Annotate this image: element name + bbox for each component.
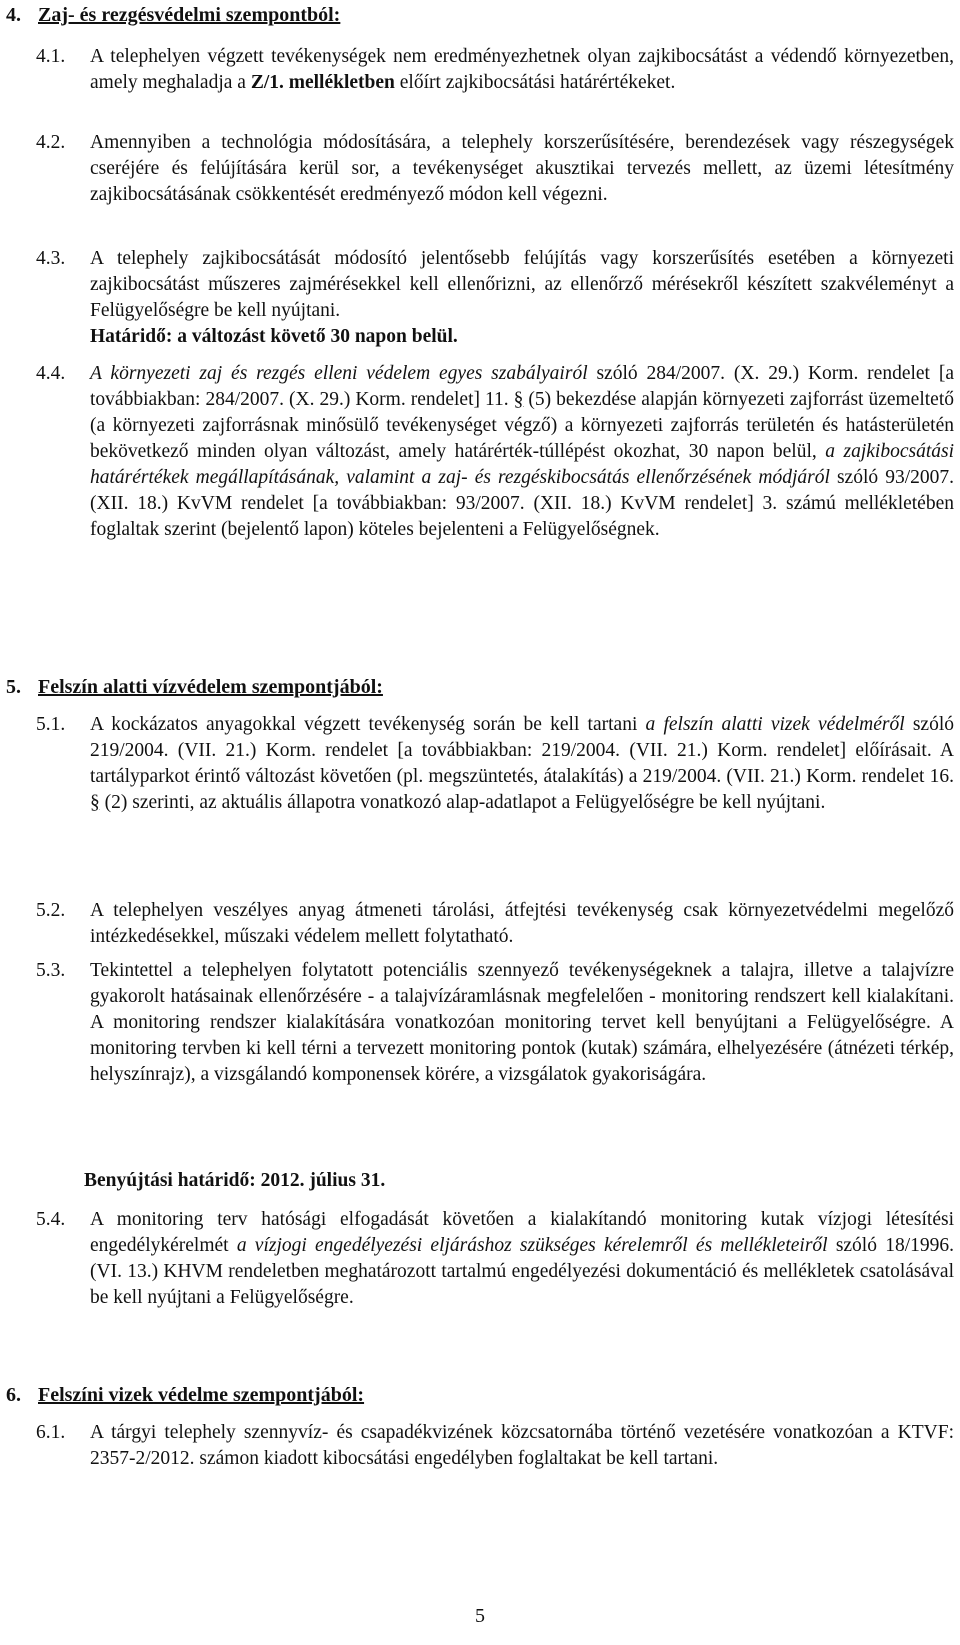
item-number: 5.4.	[36, 1209, 66, 1230]
section-number: 6.	[6, 1384, 21, 1406]
item-text: Amennyiben a technológia módosítására, a telephely korszerűsítésére, berendezések vagy részegységek cseréjére és felújítására kerül sor, a tevékenységet akusztikai tervezés mellett, az üzemi létesítmény zajkibocsátásának csökkentését eredményező módon kell végezni.	[90, 132, 954, 205]
item-number: 6.1.	[36, 1422, 66, 1443]
section-title: Zaj- és rezgésvédelmi szempontból:	[38, 4, 341, 26]
page-number: 5	[475, 1605, 485, 1627]
item-text: A monitoring terv hatósági elfogadását követően a kialakítandó monitoring kutak vízjogi létesítési engedélykérelmét a vízjogi engedélyezési eljáráshoz szükséges kérelemről és mellékleteiről szóló 18/1996. (VI. 13.) KHVM rendeletben meghatározott tartalmú engedélyezési dokumentáció és mellékletek csatolásával be kell nyújtani a Felügyelőségre.	[90, 1209, 954, 1308]
item-4-3	[36, 246, 954, 350]
item-number: 4.1.	[36, 46, 66, 67]
section-6-heading	[6, 1382, 364, 1408]
item-6-1	[36, 1420, 954, 1472]
item-5-3	[36, 958, 954, 1088]
item-text: A telephelyen veszélyes anyag átmeneti tárolási, átfejtési tevékenység csak környezetvédelmi megelőző intézkedésekkel, műszaki védelem mellett folytatható.	[90, 900, 954, 947]
section-number: 5.	[6, 676, 21, 698]
section-title: Felszín alatti vízvédelem szempontjából:	[38, 676, 383, 698]
section-number: 4.	[6, 4, 21, 26]
item-5-2	[36, 898, 954, 950]
item-text: A telephelyen végzett tevékenységek nem eredményezhetnek olyan zajkibocsátást a védendő környezetben, amely meghaladja a Z/1. mellékletben előírt zajkibocsátási határértékeket.	[90, 46, 954, 93]
item-number: 5.3.	[36, 960, 66, 981]
section-4-heading	[6, 2, 340, 28]
deadline-5-3: Benyújtási határidő: 2012. július 31.	[84, 1170, 386, 1191]
item-text: A környezeti zaj és rezgés elleni védelem egyes szabályairól szóló 284/2007. (X. 29.) Korm. rendelet [a továbbiakban: 284/2007. (X. 29.) Korm. rendelet] 11. § (5) bekezdése alapján környezeti zajforrást üzemeltető (a környezeti zajforrásnak minősülő tevékenységet végző) a környezeti zajforrás területén és hatásterületén bekövetkező minden olyan változást, amely határérték-túllépést okozhat, 30 napon belül, a zajkibocsátási határértékek megállapításának, valamint a zaj- és rezgéskibocsátás ellenőrzésének módjáról szóló 93/2007. (XII. 18.) KvVM rendelet [a továbbiakban: 93/2007. (XII. 18.) KvVM rendelet] 3. számú mellékletében foglaltak szerint (bejelentő lapon) köteles bejelenteni a Felügyelőségnek.	[90, 363, 955, 540]
deadline: Határidő: a változást követő 30 napon belül.	[90, 326, 458, 347]
item-4-4	[36, 361, 954, 543]
section-title: Felszíni vizek védelme szempontjából:	[38, 1384, 365, 1406]
paragraph-sign: §	[513, 389, 524, 410]
item-number: 4.4.	[36, 363, 66, 384]
section-5-heading	[6, 674, 383, 700]
paragraph-sign: §	[90, 792, 100, 813]
item-number: 4.3.	[36, 248, 66, 269]
item-4-1	[36, 44, 954, 96]
item-number: 5.1.	[36, 714, 66, 735]
item-5-1	[36, 712, 954, 816]
item-number: 5.2.	[36, 900, 66, 921]
item-text: Tekintettel a telephelyen folytatott potenciális szennyező tevékenységeknek a talajra, illetve a talajvízre gyakorolt hatásainak ellenőrzésére - a talajvízáramlásnak megfelelően - monitoring rendszert kell kialakítani. A monitoring rendszer kialakítására vonatkozóan monitoring tervet kell benyújtani a Felügyelőségre. A monitoring tervben ki kell térni a tervezett monitoring pontok (kutak) számára, elhelyezésére (átnézeti térkép, helyszínrajz), a vizsgálandó komponensek körére, a vizsgálatok gyakoriságára.	[90, 960, 954, 1085]
item-5-4	[36, 1207, 954, 1311]
item-text: A kockázatos anyagokkal végzett tevékenység során be kell tartani a felszín alatti vizek védelméről szóló 219/2004. (VII. 21.) Korm. rendelet [a továbbiakban: 219/2004. (VII. 21.) Korm. rendelet] előírásait. A tartályparkot érintő változást követően (pl. megszüntetés, átalakítás) a 219/2004. (VII. 21.) Korm. rendelet 16. § (2) szerinti, az aktuális állapotra vonatkozó alap-adatlapot a Felügyelőségre be kell nyújtani.	[90, 714, 954, 813]
item-number: 4.2.	[36, 132, 66, 153]
item-text: A tárgyi telephely szennyvíz- és csapadékvizének közcsatornába történő vezetésére vonatkozóan a KTVF: 2357-2/2012. számon kiadott kibocsátási engedélyben foglaltakat be kell tartani.	[90, 1422, 954, 1469]
item-4-2	[36, 130, 954, 208]
item-text: A telephely zajkibocsátását módosító jelentősebb felújítás vagy korszerűsítés esetében a környezeti zajkibocsátást műszeres zajmérésekkel kell ellenőrizni, az ellenőrző mérésekről készített szakvéleményt a Felügyelőségre be kell nyújtani. Határidő: a változást követő 30 napon belül.	[90, 248, 954, 347]
